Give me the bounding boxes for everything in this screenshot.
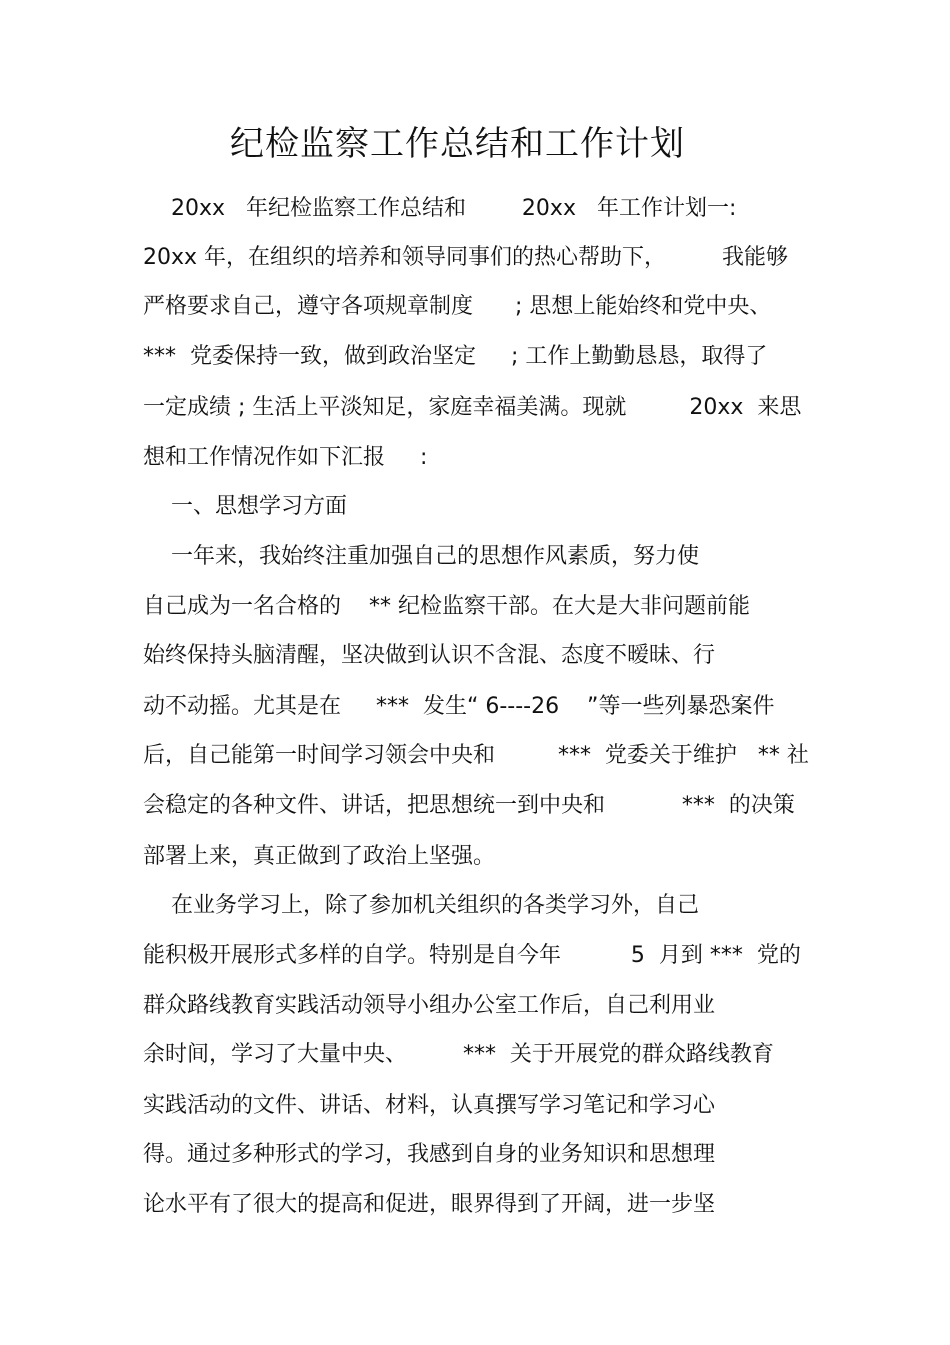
body-line: 余时间，学习了大量中央、 *** 关于开展党的群众路线教育 [143, 1042, 774, 1067]
body-line: 在业务学习上，除了参加机关组织的各类学习外，自己 [143, 893, 699, 918]
body-line: 部署上来，真正做到了政治上坚强。 [143, 844, 496, 869]
body-line: 论水平有了很大的提高和促进，眼界得到了开阔，进一步坚 [143, 1192, 716, 1217]
body-line: 始终保持头脑清醒，坚决做到认识不含混、态度不暧昧、行 [143, 643, 716, 668]
body-line: 20xx 年纪检监察工作总结和 20xx 年工作计划一: [143, 196, 737, 221]
body-line: 自己成为一名合格的 ** 纪检监察干部。在大是大非问题前能 [143, 594, 750, 619]
body-line: 后，自己能第一时间学习领会中央和 *** 党委关于维护 ** 社 [143, 743, 809, 768]
body-line: 群众路线教育实践活动领导小组办公室工作后，自己利用业 [143, 993, 716, 1018]
body-line: 严格要求自己，遵守各项规章制度 ; 思想上能始终和党中央、 [143, 294, 772, 319]
section-heading: 一、思想学习方面 [143, 494, 347, 519]
body-line: *** 党委保持一致，做到政治坚定 ; 工作上勤勤恳恳，取得了 [143, 344, 768, 369]
body-line: 一定成绩 ; 生活上平淡知足，家庭幸福美满。现就 20xx 来思 [143, 395, 802, 420]
body-line: 得。通过多种形式的学习，我感到自身的业务知识和思想理 [143, 1142, 716, 1167]
body-line: 能积极开展形式多样的自学。特别是自今年 5 月到 *** 党的 [143, 943, 801, 968]
body-line: 会稳定的各种文件、讲话，把思想统一到中央和 *** 的决策 [143, 793, 795, 818]
body-line: 想和工作情况作如下汇报 : [143, 445, 428, 470]
body-line: 实践活动的文件、讲话、材料，认真撰写学习笔记和学习心 [143, 1093, 716, 1118]
body-line: 一年来，我始终注重加强自己的思想作风素质，努力使 [143, 544, 699, 569]
document-title: 纪检监察工作总结和工作计划 [230, 124, 685, 164]
body-line: 20xx 年，在组织的培养和领导同事们的热心帮助下， 我能够 [143, 245, 788, 270]
body-line: 动不动摇。尤其是在 *** 发生“ 6----26 ”等一些列暴恐案件 [143, 694, 775, 719]
